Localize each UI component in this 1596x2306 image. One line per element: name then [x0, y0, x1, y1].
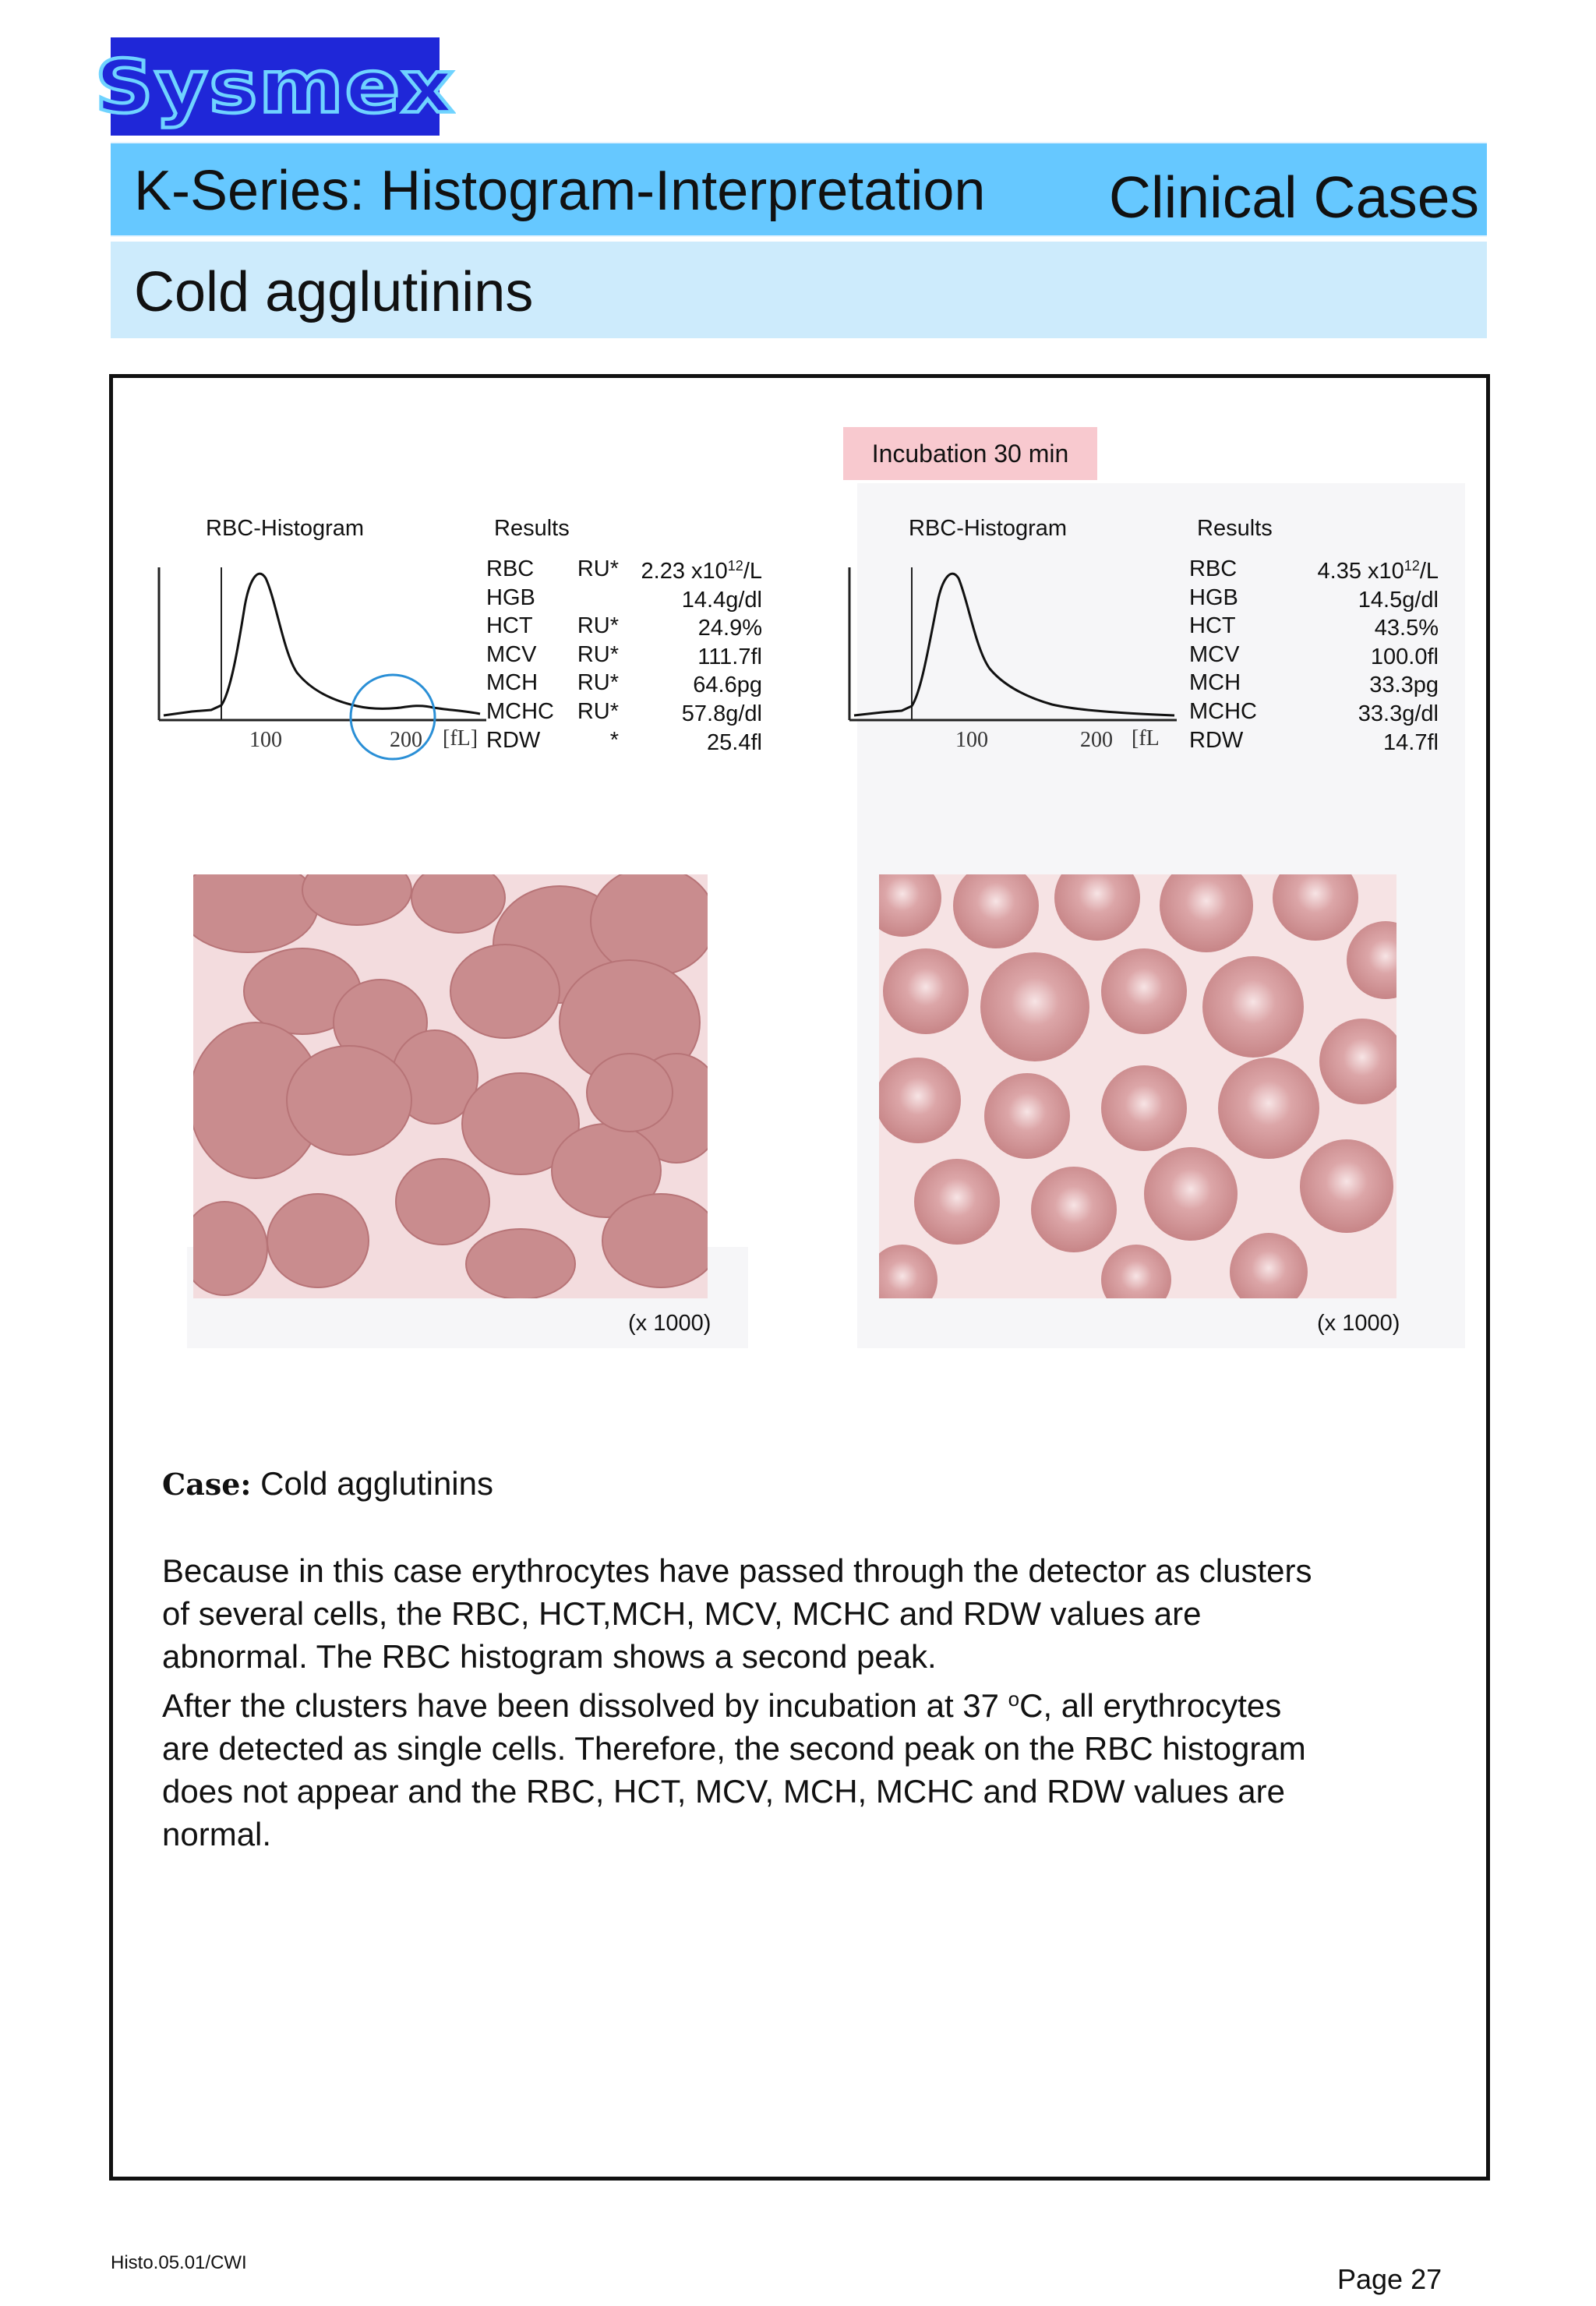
left-magnification: (x 1000) [628, 1311, 711, 1336]
right-blood-smear-image [879, 874, 1396, 1298]
case-title: Cold agglutinins [134, 261, 534, 323]
incubation-label: Incubation 30 min [843, 427, 1097, 480]
right-param: MCH [1189, 670, 1241, 696]
right-value: 33.3g/dl [1358, 701, 1439, 726]
left-histogram-label: RBC-Histogram [206, 516, 365, 541]
right-value-column [1294, 552, 1439, 757]
right-value: 33.3pg [1369, 673, 1439, 698]
right-value: 14.5g/dl [1358, 587, 1439, 613]
left-param: MCV [486, 641, 537, 667]
description-line: After the clusters have been dissolved by incubation at 37 $^o$C, all erythrocytes [162, 1687, 1282, 1724]
left-param: HCT [486, 613, 533, 639]
logo-text: Sysmex [94, 44, 456, 129]
right-value: 100.0fl [1370, 644, 1439, 669]
description-line: are detected as single cells. Therefore, the second peak on the RBC histogram [162, 1730, 1306, 1767]
left-value: 24.9% [697, 616, 762, 641]
right-magnification: (x 1000) [1317, 1311, 1400, 1336]
sysmex-logo [94, 37, 456, 136]
left-value: 57.8g/dl [681, 701, 762, 726]
left-results-label: Results [494, 516, 570, 541]
page-number: Page 27 [1337, 2263, 1442, 2295]
left-flag: RU* [577, 556, 619, 581]
description-line: Because in this case erythrocytes have passed through the detector as clusters [162, 1552, 1312, 1589]
right-param: RDW [1189, 727, 1244, 753]
document-code: Histo.05.01/CWI [111, 2252, 247, 2273]
left-param: RDW [486, 727, 541, 753]
right-rbc-value: 4.35 $x10^{12}/L$ [1317, 558, 1439, 584]
left-value: 25.4fl [707, 729, 762, 755]
left-flag: RU* [577, 613, 619, 639]
right-param: MCV [1189, 641, 1240, 667]
right-rbc-histogram [843, 552, 1183, 770]
left-param: HGB [486, 584, 535, 610]
left-value-column [623, 552, 762, 757]
right-results-label: Results [1197, 516, 1273, 541]
right-param: RBC [1189, 556, 1238, 581]
left-value: 14.4g/dl [681, 587, 762, 613]
description-line: of several cells, the RBC, HCT,MCH, MCV, MCHC and RDW values are [162, 1595, 1202, 1632]
left-axis-unit: [fL] [443, 726, 478, 750]
right-value: 14.7fl [1383, 729, 1439, 755]
left-flag: RU* [577, 641, 619, 667]
right-value: 43.5% [1374, 616, 1439, 641]
left-rbc-histogram [153, 552, 493, 770]
left-value: 64.6pg [693, 673, 762, 698]
left-blood-smear-image [193, 874, 708, 1298]
left-param-column [486, 555, 554, 754]
left-param: MCH [486, 670, 538, 696]
right-param: HCT [1189, 613, 1236, 639]
right-axis-unit: [fL [1132, 726, 1160, 750]
left-flag: RU* [577, 670, 619, 696]
case-name: Cold agglutinins [260, 1465, 494, 1502]
left-rbc-value: 2.23 $x10^{12}/L$ [641, 558, 762, 584]
left-flag: * [609, 727, 619, 753]
right-tick-200: 200 [1080, 728, 1113, 752]
section-label: Clinical Cases [1108, 164, 1479, 230]
case-title-band [111, 242, 1487, 338]
case-heading [162, 1465, 493, 1503]
right-param: HGB [1189, 584, 1238, 610]
description-line: does not appear and the RBC, HCT, MCV, MCH, MCHC and RDW values are [162, 1773, 1286, 1810]
left-flag [561, 584, 619, 613]
left-value: 111.7fl [697, 644, 762, 669]
left-flag-column [561, 555, 619, 754]
description-line: normal. [162, 1816, 272, 1852]
description-line: abnormal. The RBC histogram shows a second peak. [162, 1638, 937, 1675]
title-band [111, 142, 1487, 237]
left-flag: RU* [577, 698, 619, 724]
left-tick-200: 200 [390, 728, 422, 752]
left-param: RBC [486, 556, 535, 581]
left-tick-100: 100 [249, 728, 282, 752]
right-tick-100: 100 [955, 728, 988, 752]
series-title: K-Series: Histogram-Interpretation [134, 160, 986, 222]
right-param-column [1189, 555, 1257, 754]
left-param: MCHC [486, 698, 554, 724]
case-label: Case: [162, 1467, 252, 1502]
right-histogram-label: RBC-Histogram [909, 516, 1068, 541]
right-param: MCHC [1189, 698, 1257, 724]
case-description [162, 1549, 1471, 1856]
